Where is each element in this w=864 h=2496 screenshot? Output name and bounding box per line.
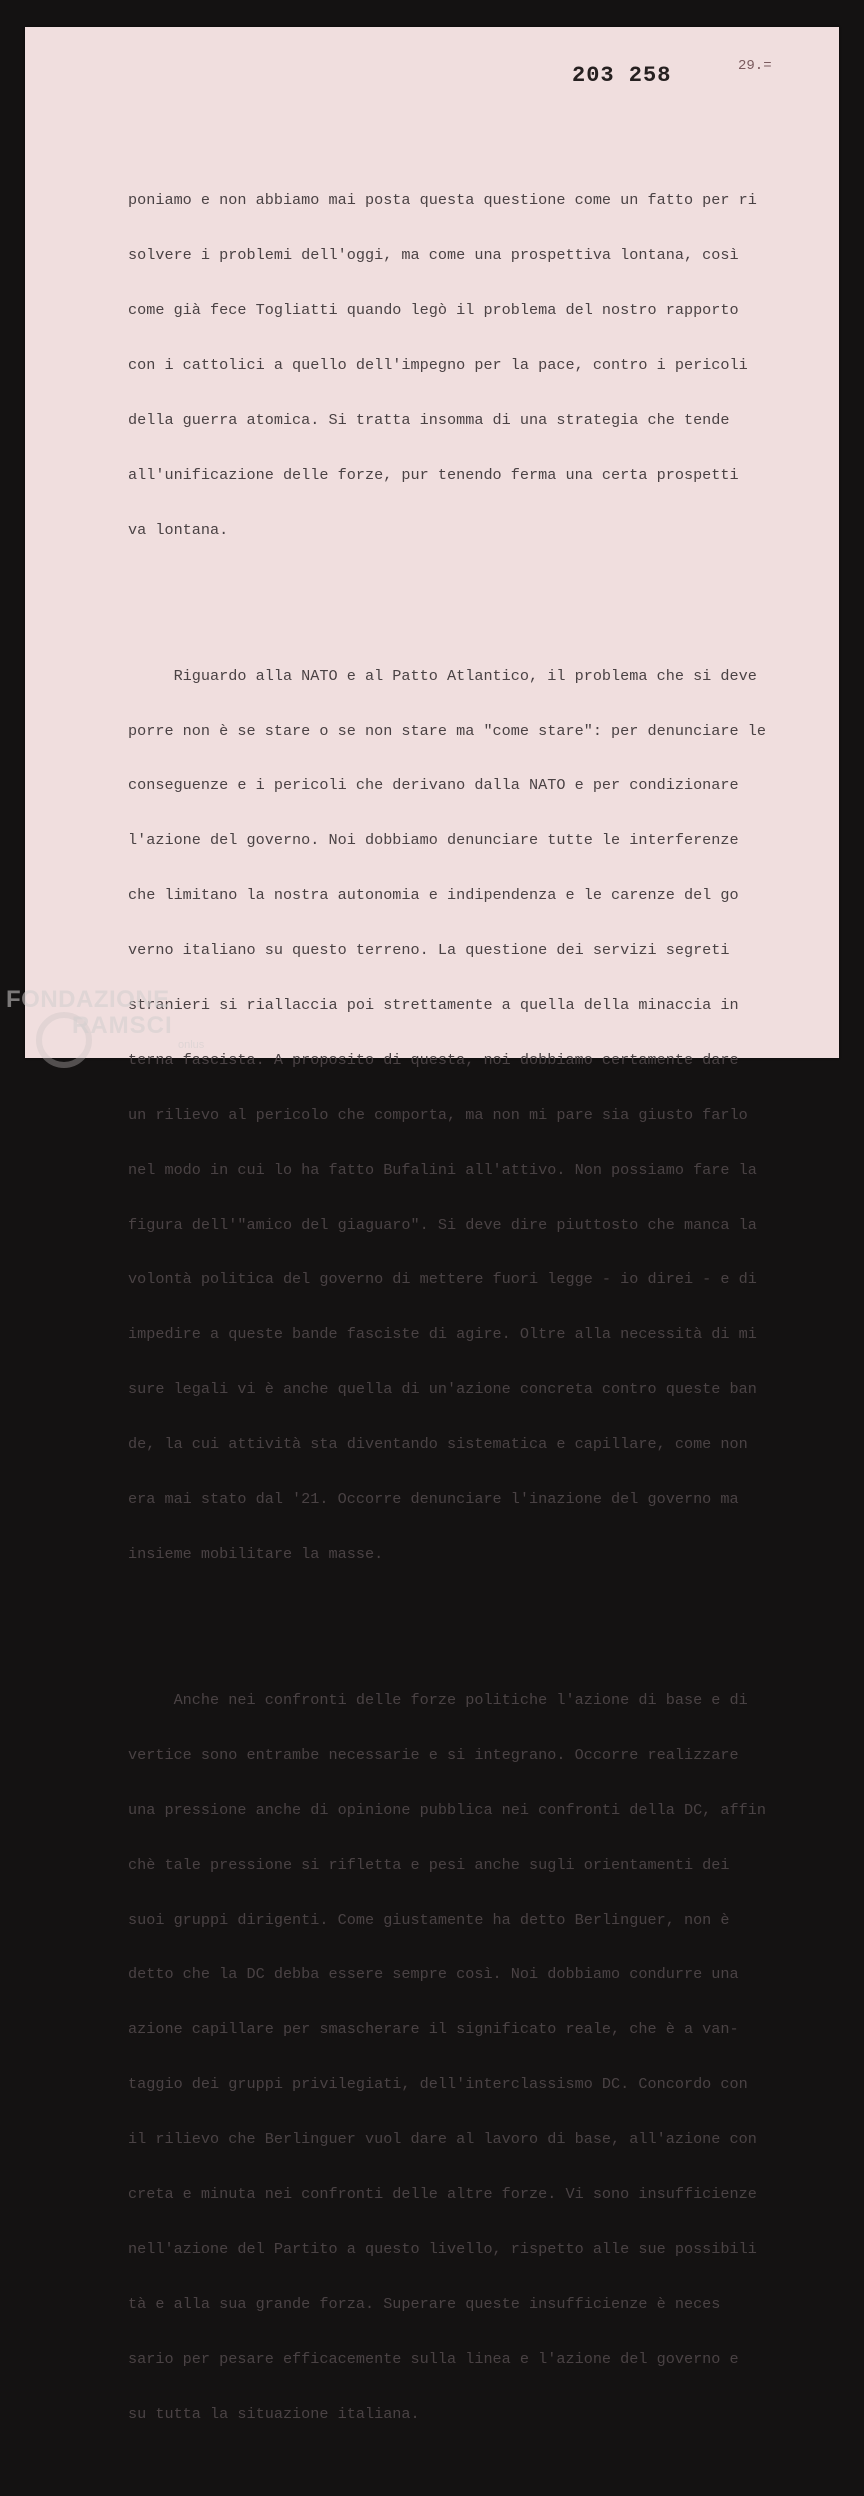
paragraph-3 <box>128 1654 808 2459</box>
text-line: all'unificazione delle forze, pur tenendo ferma una certa prospetti <box>128 465 739 484</box>
text-line: l'azione del governo. Noi dobbiamo denunciare tutte le interferenze <box>128 831 739 850</box>
watermark-line-1: FONDAZIONE <box>6 986 170 1013</box>
text-line: su tutta la situazione italiana. <box>128 2404 420 2423</box>
text-line: de, la cui attività sta diventando sistematica e capillare, come non <box>128 1435 748 1454</box>
text-line: creta e minuta nei confronti delle altre forze. Vi sono insufficienze <box>128 2184 757 2203</box>
text-line: terna fascista. A proposito di questa, noi dobbiamo certamente dare <box>128 1050 739 1069</box>
page-number: 29.= <box>738 58 772 74</box>
text-line: insieme mobilitare la masse. <box>128 1544 384 1563</box>
text-line: figura dell'"amico del giaguaro". Si deve dire piuttosto che manca la <box>128 1215 757 1234</box>
text-line: va lontana. <box>128 520 229 539</box>
text-line: volontà politica del governo di mettere fuori legge - io direi - e di <box>128 1270 757 1289</box>
watermark-line-3: onlus <box>178 1039 205 1051</box>
text-line: Riguardo alla NATO e al Patto Atlantico, il problema che si deve <box>128 666 757 685</box>
watermark-line-2: RAMSCI <box>72 1012 173 1039</box>
text-line: sario per pesare efficacemente sulla linea e l'azione del governo e <box>128 2349 739 2368</box>
text-line: che limitano la nostra autonomia e indipendenza e le carenze del go <box>128 886 739 905</box>
text-line: nel modo in cui lo ha fatto Bufalini all'attivo. Non possiamo fare la <box>128 1160 757 1179</box>
text-line: impedire a queste bande fasciste di agire. Oltre alla necessità di mi <box>128 1325 757 1344</box>
text-line: un rilievo al pericolo che comporta, ma non mi pare sia giusto farlo <box>128 1105 748 1124</box>
text-line: era mai stato dal '21. Occorre denunciare l'inazione del governo ma <box>128 1489 739 1508</box>
text-line: nell'azione del Partito a questo livello, rispetto alle sue possibili <box>128 2239 757 2258</box>
text-line: tà e alla sua grande forza. Superare queste insufficienze è neces <box>128 2294 721 2313</box>
text-line: conseguenze e i pericoli che derivano dalla NATO e per condizionare <box>128 776 739 795</box>
paragraph-2 <box>128 630 808 1600</box>
text-line: una pressione anche di opinione pubblica nei confronti della DC, affin <box>128 1800 766 1819</box>
text-line: della guerra atomica. Si tratta insomma di una strategia che tende <box>128 410 730 429</box>
text-line: sure legali vi è anche quella di un'azione concreta contro queste ban <box>128 1380 757 1399</box>
text-line: il rilievo che Berlinguer vuol dare al lavoro di base, all'azione con <box>128 2130 757 2149</box>
text-line: suoi gruppi dirigenti. Come giustamente ha detto Berlinguer, non è <box>128 1910 730 1929</box>
text-line: poniamo e non abbiamo mai posta questa questione come un fatto per ri <box>128 191 757 210</box>
text-line: verno italiano su questo terreno. La questione dei servizi segreti <box>128 941 730 960</box>
paragraph-1 <box>128 155 808 576</box>
watermark <box>6 987 204 1051</box>
document-body <box>128 118 808 2496</box>
text-line: porre non è se stare o se non stare ma "come stare": per denunciare le <box>128 721 766 740</box>
text-line: Anche nei confronti delle forze politiche l'azione di base e di <box>128 1690 748 1709</box>
text-line: azione capillare per smascherare il significato reale, che è a van- <box>128 2020 739 2039</box>
text-line: vertice sono entrambe necessarie e si integrano. Occorre realizzare <box>128 1745 739 1764</box>
text-line: come già fece Togliatti quando legò il problema del nostro rapporto <box>128 300 739 319</box>
text-line: taggio dei gruppi privilegiati, dell'interclassismo DC. Concordo con <box>128 2075 748 2094</box>
text-line: chè tale pressione si rifletta e pesi anche sugli orientamenti dei <box>128 1855 730 1874</box>
text-line: solvere i problemi dell'oggi, ma come una prospettiva lontana, così <box>128 246 739 265</box>
document-number: 203 258 <box>572 63 672 88</box>
text-line: con i cattolici a quello dell'impegno per la pace, contro i pericoli <box>128 355 748 374</box>
text-line: stranieri si riallaccia poi strettamente a quella della minaccia in <box>128 995 739 1014</box>
text-line: detto che la DC debba essere sempre così. Noi dobbiamo condurre una <box>128 1965 739 1984</box>
